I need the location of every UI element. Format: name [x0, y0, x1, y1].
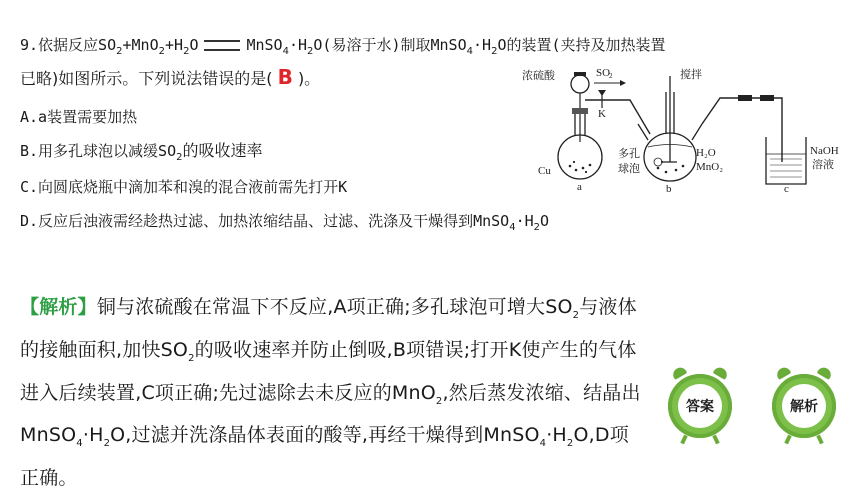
- subscript: 4: [76, 438, 83, 450]
- q-text: 已略)如图所示。下列说法错误的是(: [20, 69, 273, 88]
- clock-leg: [784, 435, 791, 445]
- label-b: b: [666, 183, 672, 195]
- bell-icon: [817, 365, 834, 380]
- label-stir: 搅拌: [680, 69, 702, 81]
- explain-text: 的吸收速率并防止倒吸,B项错误;打开K使产生的气体进入后续装置,C项正确;先过滤除去未反应的MnO: [20, 338, 637, 404]
- explanation-paragraph: [20, 290, 645, 495]
- explain-text: ·H: [546, 424, 567, 447]
- explain-text: O,D项正确。: [20, 424, 629, 490]
- apparatus-diagram: [520, 62, 840, 197]
- label-k: K: [598, 108, 606, 120]
- q-text: +MnO: [122, 36, 159, 54]
- subscript: 2: [116, 46, 123, 58]
- clock-leg: [712, 435, 719, 445]
- subscript: 2: [103, 438, 111, 450]
- subscript: 2: [566, 438, 574, 450]
- subscript: 2: [188, 352, 195, 364]
- q-text: O(易溶于水)制取MnSO: [313, 36, 467, 54]
- porous-bulb: [654, 158, 662, 166]
- q-text: ·H: [288, 36, 308, 54]
- subscript: 2: [176, 152, 183, 164]
- answer-button[interactable]: [668, 374, 732, 438]
- stirrer: [663, 76, 677, 162]
- subscript: 4: [539, 438, 547, 450]
- clock-leg: [816, 435, 823, 445]
- clock-leg: [680, 435, 687, 445]
- explain-text: ·H: [82, 424, 104, 447]
- explain-text: 铜与浓硫酸在常温下不反应,A项正确;多孔球泡可增大SO: [96, 296, 573, 318]
- subscript: 4: [282, 46, 289, 58]
- answer-letter: B: [277, 65, 293, 89]
- explain-text: 与液体的接触面积,加快SO: [20, 296, 637, 361]
- svg-text:2: 2: [609, 72, 613, 80]
- option-c: C.向圆底烧瓶中滴加苯和溴的混合液前需先打开K: [20, 178, 348, 196]
- subscript: 4: [466, 46, 473, 58]
- subscript: 4: [509, 222, 516, 234]
- label-mno2: MnO₂: [696, 161, 724, 173]
- explain-button[interactable]: [772, 374, 836, 438]
- explain-text: O,过滤并洗涤晶体表面的酸等,再经干燥得到MnSO: [110, 424, 540, 447]
- option-b: [20, 140, 263, 169]
- q-text: +H: [165, 36, 184, 54]
- q-text: O: [189, 36, 199, 54]
- q-text: 的吸收速率: [182, 141, 263, 160]
- label-so2: SO: [596, 67, 611, 79]
- q-text: ·H: [473, 36, 492, 54]
- subscript: 2: [307, 46, 314, 58]
- bell-icon: [671, 365, 688, 380]
- label-bubbler-2: 球泡: [618, 163, 640, 175]
- subscript: 2: [491, 46, 498, 58]
- bell-icon: [713, 365, 730, 380]
- label-h2o: H₂O: [696, 147, 716, 159]
- label-c: c: [784, 183, 789, 195]
- q-text: D.反应后浊液需经趁热过滤、加热浓缩结晶、过滤、洗涤及干燥得到MnSO: [20, 212, 510, 230]
- question-line-1: [20, 34, 666, 63]
- option-a: A.a装置需要加热: [20, 108, 138, 126]
- q-text: O: [540, 212, 550, 230]
- label-conc-acid: 浓硫酸: [522, 70, 555, 82]
- subscript: 2: [572, 309, 580, 321]
- subscript: 2: [435, 395, 443, 407]
- label-a: a: [577, 181, 582, 193]
- subscript: 2: [533, 222, 541, 234]
- question-line-2: [20, 66, 320, 90]
- explanation-tag: 【解析】: [20, 296, 97, 318]
- label-bubbler-1: 多孔: [618, 148, 640, 160]
- q-text: 9.依据反应SO: [20, 36, 117, 54]
- option-d: [20, 210, 549, 239]
- label-naoh: NaOH: [810, 145, 839, 157]
- bell-icon: [775, 365, 792, 380]
- q-text: ·H: [515, 212, 534, 230]
- dropping-funnel: [571, 75, 589, 93]
- q-text: O的装置(夹持及加热装置: [497, 36, 666, 54]
- reaction-equals-sign: [204, 40, 240, 51]
- answer-button-label: 答案: [678, 384, 722, 428]
- q-text: )。: [297, 69, 321, 88]
- q-text: MnSO: [246, 36, 283, 54]
- subscript: 2: [158, 46, 165, 58]
- subscript: 2: [183, 46, 190, 58]
- label-cu: Cu: [538, 165, 551, 177]
- explain-text: ,然后蒸发浓缩、结晶出MnSO: [20, 381, 641, 447]
- label-solution: 溶液: [812, 159, 834, 171]
- explain-button-label: 解析: [782, 384, 826, 428]
- q-text: B.用多孔球泡以减缓SO: [20, 142, 177, 160]
